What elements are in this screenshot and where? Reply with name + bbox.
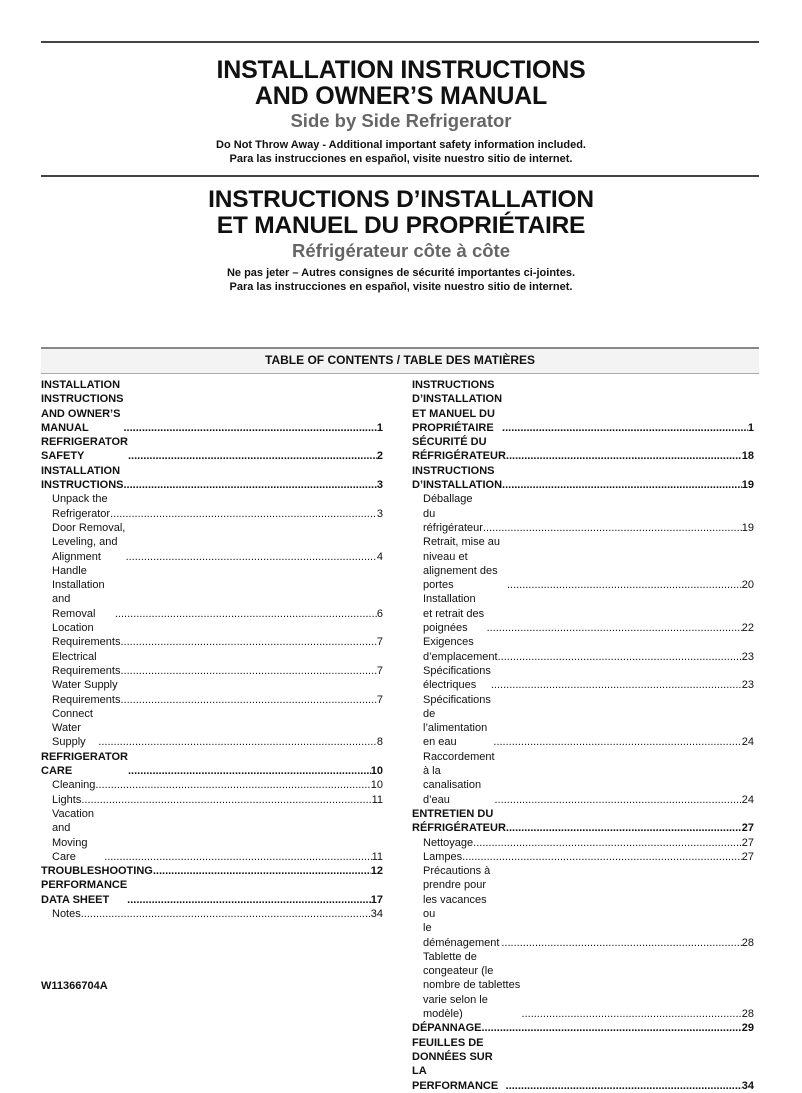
french-title-line1: INSTRUCTIONS D’INSTALLATION bbox=[208, 186, 594, 213]
toc-entry bbox=[412, 464, 754, 493]
toc-dot-leader bbox=[507, 578, 742, 592]
toc-entry bbox=[41, 907, 383, 921]
toc-entry bbox=[412, 535, 754, 592]
toc-dot-leader bbox=[120, 693, 376, 707]
toc-entry bbox=[412, 664, 754, 693]
toc-entry bbox=[412, 635, 754, 664]
toc-dot-leader bbox=[502, 421, 748, 435]
toc-entry-label: SÉCURITÉ DU RÉFRIGÉRATEUR bbox=[412, 436, 506, 463]
toc-entry-label: Unpack the Refrigerator bbox=[52, 493, 111, 520]
toc-entry-label: INSTALLATION INSTRUCTIONS AND OWNER’S MANUAL bbox=[41, 379, 124, 434]
french-header bbox=[0, 187, 802, 294]
toc-entry-label: Notes bbox=[52, 907, 81, 920]
toc-entry-page: 29 bbox=[741, 1022, 754, 1035]
toc-entry-label: Spécifications de l’alimentation en eau bbox=[423, 693, 491, 749]
toc-entry-label: PERFORMANCE DATA SHEET bbox=[41, 879, 128, 906]
toc-entry bbox=[41, 464, 383, 493]
toc-dot-leader bbox=[81, 793, 371, 807]
toc-entry-page: 4 bbox=[376, 550, 383, 563]
toc-entry-label: TROUBLESHOOTING bbox=[41, 865, 153, 878]
toc-entry-label: Cleaning bbox=[52, 779, 96, 792]
toc-entry-label: DÉPANNAGE bbox=[412, 1022, 482, 1035]
toc-entry-page: 22 bbox=[741, 622, 754, 635]
toc-entry-label: Tablette de congeateur (le nombre de tablettes varie selon le modèle) bbox=[423, 950, 521, 1021]
toc-entry-label: INSTRUCTIONS D’INSTALLATION bbox=[412, 464, 503, 492]
toc-entry-label: ENTRETIEN DU RÉFRIGÉRATEUR bbox=[412, 807, 506, 835]
toc-entry-label: Lampes bbox=[423, 850, 463, 863]
toc-dot-leader bbox=[473, 836, 742, 850]
toc-entry bbox=[41, 435, 383, 464]
toc-entry bbox=[41, 878, 383, 907]
toc-dot-leader bbox=[506, 821, 742, 835]
toc-entry-label: Installation et retrait des poignées bbox=[423, 593, 485, 635]
toc-dot-leader bbox=[506, 449, 742, 463]
toc-entry-label: Nettoyage bbox=[423, 836, 474, 849]
french-title-line2: ET MANUEL DU PROPRIÉTAIRE bbox=[216, 212, 586, 239]
french-subtitle: Réfrigérateur côte à côte bbox=[292, 240, 510, 261]
toc-entry bbox=[412, 836, 754, 850]
toc-entry-page: 7 bbox=[376, 664, 383, 677]
toc-entry-page: 10 bbox=[370, 765, 383, 778]
toc-entry bbox=[41, 778, 383, 792]
toc-dot-leader bbox=[128, 449, 377, 463]
toc-entry-label: REFRIGERATOR SAFETY bbox=[41, 436, 128, 463]
toc-dot-leader bbox=[120, 635, 376, 649]
toc-dot-leader bbox=[110, 507, 377, 521]
toc-entry-label: Lights bbox=[52, 793, 82, 806]
toc-entry-page: 24 bbox=[741, 793, 754, 806]
toc-dot-leader bbox=[487, 621, 742, 635]
toc-title: TABLE OF CONTENTS / TABLE DES MATIÈRES bbox=[265, 353, 535, 367]
toc-entry bbox=[412, 850, 754, 864]
toc-entry-page: 28 bbox=[741, 936, 754, 949]
toc-dot-leader bbox=[104, 850, 371, 864]
toc-entry-label: REFRIGERATOR CARE bbox=[41, 750, 128, 778]
toc-dot-leader bbox=[498, 650, 742, 664]
toc-entry-label: INSTRUCTIONS D’INSTALLATION ET MANUEL DU PROPRIÉTAIRE bbox=[412, 379, 503, 434]
toc-entry bbox=[41, 750, 383, 779]
toc-entry-label: Précautions à prendre pour les vacances ou le déménagement bbox=[423, 865, 500, 949]
toc-entry-page: 7 bbox=[376, 636, 383, 649]
toc-entry-page: 12 bbox=[370, 865, 383, 878]
toc-dot-leader bbox=[153, 864, 371, 878]
top-rule bbox=[41, 41, 759, 43]
toc-entry-label: Handle Installation and Removal bbox=[52, 564, 105, 620]
toc-entry bbox=[41, 650, 383, 679]
toc-dot-leader bbox=[126, 550, 377, 564]
toc-entry-label: Connect Water Supply bbox=[52, 707, 93, 749]
toc-dot-leader bbox=[115, 607, 377, 621]
toc-entry-page: 19 bbox=[741, 479, 754, 492]
toc-entry bbox=[412, 864, 754, 950]
toc-entry bbox=[41, 864, 383, 878]
toc-entry-page: 27 bbox=[741, 836, 754, 849]
toc-entry-page: 24 bbox=[741, 736, 754, 749]
toc-entry bbox=[412, 1036, 754, 1093]
toc-entry-page: 28 bbox=[741, 1008, 754, 1021]
toc-entry bbox=[412, 592, 754, 635]
toc-entry-page: 11 bbox=[371, 850, 383, 863]
toc-entry bbox=[412, 950, 754, 1021]
middle-rule bbox=[41, 175, 759, 177]
english-note-line1: Do Not Throw Away - Additional important safety information included. bbox=[216, 139, 586, 151]
toc-french-column bbox=[412, 378, 754, 1093]
toc-dot-leader bbox=[491, 678, 742, 692]
toc-entry-page: 20 bbox=[741, 579, 754, 592]
toc-entry-label: Spécifications électriques bbox=[423, 664, 491, 692]
toc-entry-page: 27 bbox=[741, 850, 754, 863]
toc-entry bbox=[412, 378, 754, 435]
english-title-line2: AND OWNER’S MANUAL bbox=[254, 82, 548, 110]
toc-entry-page: 34 bbox=[741, 1079, 754, 1092]
toc-entry bbox=[412, 750, 754, 807]
toc-entry-page: 10 bbox=[370, 779, 383, 792]
toc-entry-page: 1 bbox=[376, 421, 383, 434]
toc-dot-leader bbox=[495, 793, 742, 807]
toc-entry bbox=[412, 1021, 754, 1035]
english-header bbox=[0, 57, 802, 166]
toc-entry bbox=[41, 564, 383, 621]
toc-dot-leader bbox=[501, 936, 741, 950]
toc-dot-leader bbox=[98, 735, 377, 749]
toc-dot-leader bbox=[124, 421, 377, 435]
english-subtitle: Side by Side Refrigerator bbox=[290, 110, 512, 131]
toc-entry bbox=[41, 793, 383, 807]
toc-dot-leader bbox=[502, 478, 742, 492]
toc-entry-page: 18 bbox=[741, 450, 754, 463]
toc-dot-leader bbox=[481, 1021, 741, 1035]
toc-dot-leader bbox=[120, 664, 376, 678]
toc-dot-leader bbox=[493, 735, 741, 749]
toc-entry-label: Raccordement à la canalisation d’eau bbox=[423, 750, 495, 806]
french-note-line1: Ne pas jeter – Autres consignes de sécurité importantes ci-jointes. bbox=[226, 267, 576, 279]
toc-entry-label: Exigences d’emplacement bbox=[423, 636, 498, 663]
toc-entry-page: 8 bbox=[376, 736, 383, 749]
english-title-line1: INSTALLATION INSTRUCTIONS bbox=[216, 56, 586, 84]
toc-dot-leader bbox=[127, 893, 371, 907]
toc-entry-label: FEUILLES DE DONNÉES SUR LA PERFORMANCE bbox=[412, 1036, 499, 1092]
toc-entry bbox=[41, 678, 383, 707]
toc-dot-leader bbox=[522, 1007, 742, 1021]
toc-entry bbox=[41, 707, 383, 750]
toc-entry-label: Retrait, mise au niveau et alignement des portes bbox=[423, 536, 501, 592]
toc-dot-leader bbox=[483, 521, 742, 535]
toc-entry bbox=[41, 378, 383, 435]
toc-dot-leader bbox=[128, 764, 371, 778]
toc-entry bbox=[41, 492, 383, 521]
french-note-line2: Para las instrucciones en español, visite nuestro sitio de internet. bbox=[229, 281, 573, 293]
toc-entry-label: Location Requirements bbox=[52, 622, 121, 649]
toc-entry bbox=[412, 492, 754, 535]
toc-entry-page: 34 bbox=[370, 907, 383, 920]
toc-entry-page: 19 bbox=[741, 521, 754, 534]
toc-entry-label: INSTALLATION INSTRUCTIONS bbox=[41, 464, 124, 492]
toc-entry-page: 17 bbox=[370, 893, 383, 906]
toc-entry-label: Water Supply Requirements bbox=[52, 679, 121, 706]
toc-dot-leader bbox=[124, 478, 377, 492]
toc-entry-page: 1 bbox=[747, 421, 754, 434]
toc-entry-page: 23 bbox=[741, 650, 754, 663]
toc-entry bbox=[41, 621, 383, 650]
toc-english-column bbox=[41, 378, 383, 921]
toc-entry-label: Déballage du réfrigérateur bbox=[423, 493, 483, 534]
english-note-line2: Para las instrucciones en español, visite nuestro sitio de internet. bbox=[229, 153, 573, 165]
toc-entry bbox=[41, 807, 383, 864]
toc-entry-page: 6 bbox=[376, 607, 383, 620]
toc-entry-page: 2 bbox=[376, 450, 383, 463]
toc-entry bbox=[412, 435, 754, 464]
toc-entry-page: 7 bbox=[376, 693, 383, 706]
toc-entry-page: 3 bbox=[376, 479, 383, 492]
toc-entry-page: 3 bbox=[376, 507, 383, 520]
toc-dot-leader bbox=[462, 850, 742, 864]
part-number: W11366704A bbox=[41, 980, 108, 992]
toc-entry-page: 11 bbox=[371, 793, 383, 806]
toc-entry bbox=[412, 807, 754, 836]
toc-entry-label: Door Removal, Leveling, and Alignment bbox=[52, 521, 126, 563]
toc-entry-page: 27 bbox=[741, 822, 754, 835]
toc-entry-label: Vacation and Moving Care bbox=[52, 807, 94, 863]
toc-dot-leader bbox=[95, 778, 370, 792]
toc-entry-page: 23 bbox=[741, 679, 754, 692]
toc-entry bbox=[41, 521, 383, 564]
toc-entry-label: Electrical Requirements bbox=[52, 650, 121, 677]
toc-entry bbox=[412, 693, 754, 750]
toc-dot-leader bbox=[506, 1079, 742, 1093]
toc-dot-leader bbox=[81, 907, 371, 921]
